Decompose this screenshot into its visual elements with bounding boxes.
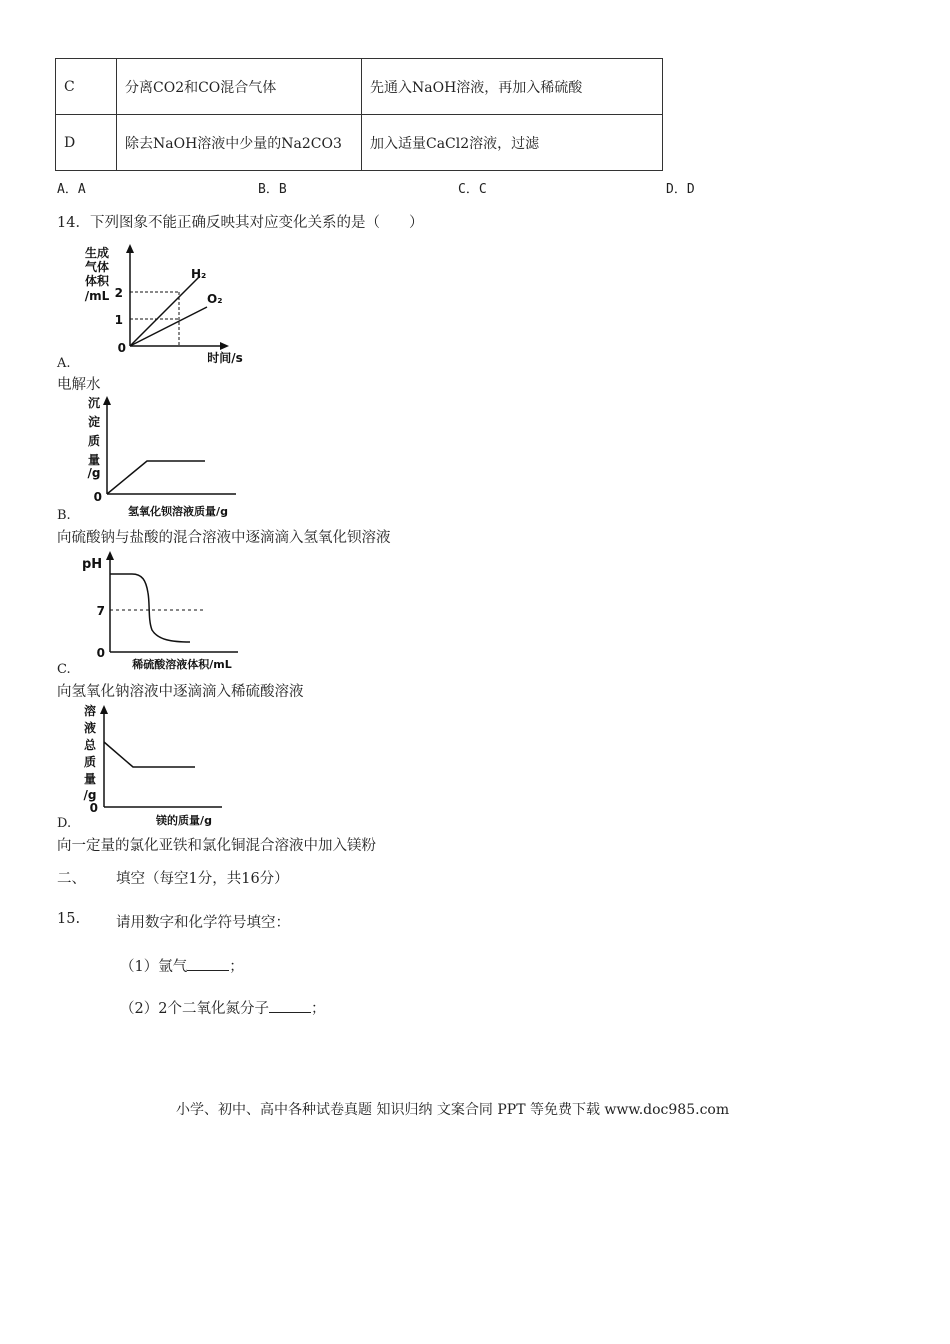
- svg-text:生成: 生成: [84, 246, 110, 260]
- svg-text:质: 质: [87, 434, 101, 448]
- option-c-desc: 向氢氧化钠溶液中逐滴滴入稀硫酸溶液: [57, 684, 304, 700]
- svg-text:溶: 溶: [83, 704, 97, 718]
- item-suffix: ；: [310, 1001, 326, 1017]
- chart-c-ph: [80, 548, 270, 673]
- options-table: [55, 58, 663, 171]
- table-row: [56, 115, 663, 171]
- answer-blank[interactable]: [269, 998, 311, 1013]
- question-15-item-1: [120, 955, 244, 976]
- table-row: [56, 59, 663, 115]
- svg-text:量: 量: [87, 453, 101, 467]
- page-footer: 小学、初中、高中各种试卷真题 知识归纳 文案合同 PPT 等免费下载 www.doc985.com: [176, 1102, 730, 1118]
- chart-c-curve: [110, 574, 190, 642]
- choice-a[interactable]: A．A: [57, 182, 86, 197]
- chart-a-h2-line: [130, 276, 200, 346]
- chart-a-ylabel: [85, 245, 110, 303]
- svg-text:质: 质: [83, 755, 97, 769]
- chart-d-ylabel: [84, 703, 97, 802]
- chart-a-electrolysis: [75, 240, 265, 368]
- chart-a-tick-1: 1: [114, 313, 123, 327]
- option-d-letter[interactable]: D.: [57, 816, 72, 831]
- chart-a-tick-2: 2: [114, 286, 123, 300]
- item-text: （1）氩气: [120, 959, 188, 975]
- option-a-desc: 电解水: [57, 377, 101, 393]
- chart-d-solution-mass: [80, 702, 240, 827]
- option-d-desc: 向一定量的氯化亚铁和氯化铜混合溶液中加入镁粉: [57, 838, 376, 854]
- svg-text:气体: 气体: [84, 260, 110, 274]
- row-purpose: 除去NaOH溶液中少量的Na2CO3: [117, 115, 362, 171]
- chart-b-ylabel: [88, 395, 101, 480]
- choice-b[interactable]: B．B: [258, 182, 287, 197]
- choice-d[interactable]: D．D: [666, 182, 695, 197]
- option-b-letter[interactable]: B.: [57, 508, 71, 523]
- chart-b-curve: [107, 461, 205, 494]
- chart-c-ylabel: pH: [82, 557, 103, 572]
- chart-a-y-arrow: [126, 244, 134, 253]
- question-15-item-2: [120, 997, 325, 1018]
- choice-c[interactable]: C．C: [458, 182, 487, 197]
- svg-text:/mL: /mL: [84, 289, 110, 303]
- item-text: （2）2个二氧化氮分子: [120, 1001, 269, 1017]
- chart-b-xlabel: 氢氧化钡溶液质量/g: [128, 505, 228, 518]
- row-method: 加入适量CaCl2溶液，过滤: [362, 115, 663, 171]
- svg-text:淀: 淀: [87, 415, 101, 429]
- answer-blank[interactable]: [187, 956, 229, 971]
- option-c-letter[interactable]: C.: [57, 662, 71, 677]
- svg-text:/g: /g: [87, 466, 101, 480]
- chart-b-y-arrow: [103, 396, 111, 405]
- svg-text:/g: /g: [83, 788, 97, 802]
- row-purpose: 分离CO2和CO混合气体: [117, 59, 362, 115]
- option-b-desc: 向硫酸钠与盐酸的混合溶液中逐滴滴入氢氧化钡溶液: [57, 530, 391, 546]
- svg-text:沉: 沉: [87, 396, 101, 410]
- chart-a-x-arrow: [220, 342, 229, 350]
- chart-a-o2-label: O₂: [207, 292, 223, 306]
- question-15-number: 15.: [57, 911, 81, 927]
- chart-c-origin: 0: [96, 646, 105, 660]
- row-method: 先通入NaOH溶液，再加入稀硫酸: [362, 59, 663, 115]
- item-suffix: ；: [229, 959, 244, 975]
- chart-c-y-arrow: [106, 551, 114, 560]
- question-15-stem: 请用数字和化学符号填空：: [116, 915, 290, 931]
- svg-text:总: 总: [83, 738, 97, 752]
- row-key: C: [56, 59, 117, 115]
- chart-d-origin: 0: [89, 801, 98, 815]
- chart-a-origin: 0: [117, 341, 126, 355]
- chart-c-xlabel: 稀硫酸溶液体积/mL: [132, 658, 232, 671]
- chart-d-curve: [104, 742, 195, 767]
- chart-c-tick-7: 7: [96, 604, 105, 618]
- svg-text:量: 量: [83, 772, 97, 786]
- svg-text:液: 液: [83, 721, 97, 735]
- section-number: 二、: [57, 871, 86, 887]
- option-a-letter[interactable]: A.: [57, 356, 71, 371]
- row-key: D: [56, 115, 117, 171]
- chart-d-y-arrow: [100, 705, 108, 714]
- chart-a-h2-label: H₂: [191, 267, 207, 281]
- chart-d-xlabel: 镁的质量/g: [156, 814, 212, 827]
- svg-text:体积: 体积: [84, 274, 110, 288]
- chart-b-precipitate: [80, 393, 280, 523]
- chart-b-origin: 0: [93, 490, 102, 504]
- question-14-stem: 14．下列图象不能正确反映其对应变化关系的是（ ）: [57, 215, 424, 231]
- section-title: 填空（每空1分，共16分）: [116, 871, 289, 887]
- chart-a-xlabel: 时间/s: [207, 351, 243, 365]
- chart-a-o2-line: [130, 307, 207, 346]
